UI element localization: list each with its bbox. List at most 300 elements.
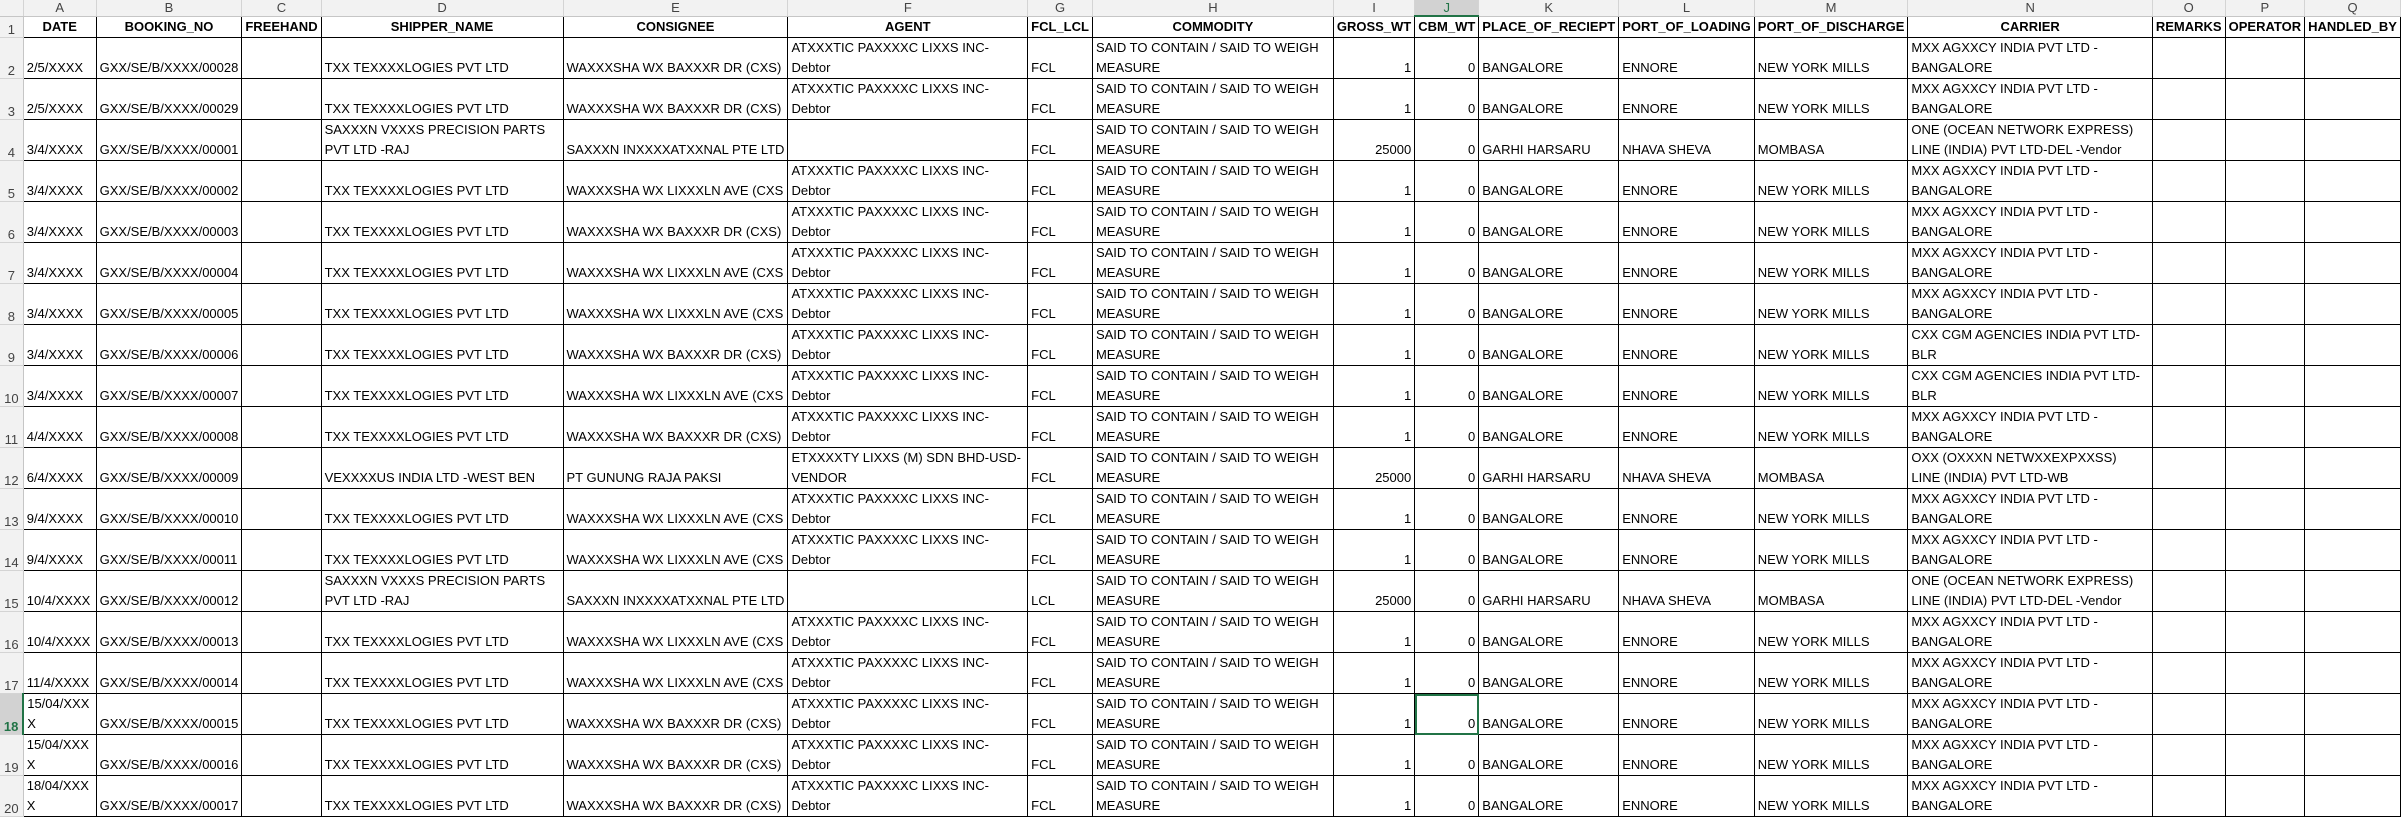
cell-shipper-name[interactable]: TXX TEXXXXLOGIES PVT LTD <box>321 489 563 530</box>
cell-handled-by[interactable] <box>2305 612 2401 653</box>
cell-gross-wt[interactable]: 1 <box>1333 202 1414 243</box>
header-cell-shipper-name[interactable]: SHIPPER_NAME <box>321 16 563 38</box>
cell-agent[interactable]: ATXXXTIC PAXXXXC LIXXS INC- Debtor <box>788 694 1028 735</box>
cell-operator[interactable] <box>2225 448 2304 489</box>
cell-place-of-reciept[interactable]: BANGALORE <box>1479 202 1619 243</box>
row-number[interactable]: 4 <box>0 120 23 161</box>
cell-operator[interactable] <box>2225 284 2304 325</box>
header-cell-operator[interactable]: OPERATOR <box>2225 16 2304 38</box>
cell-commodity[interactable]: SAID TO CONTAIN / SAID TO WEIGH MEASURE <box>1092 653 1333 694</box>
cell-carrier[interactable]: MXX AGXXCY INDIA PVT LTD - BANGALORE <box>1908 530 2152 571</box>
column-header-g[interactable]: G <box>1028 0 1093 16</box>
cell-date[interactable]: 2/5/XXXX <box>23 79 96 120</box>
cell-agent[interactable]: ATXXXTIC PAXXXXC LIXXS INC- Debtor <box>788 325 1028 366</box>
cell-cbm-wt[interactable]: 0 <box>1415 284 1479 325</box>
cell-date[interactable]: 2/5/XXXX <box>23 38 96 79</box>
cell-operator[interactable] <box>2225 489 2304 530</box>
cell-port-of-loading[interactable]: ENNORE <box>1619 243 1755 284</box>
cell-date[interactable]: 15/04/XXXX <box>23 735 96 776</box>
cell-port-of-loading[interactable]: ENNORE <box>1619 38 1755 79</box>
cell-port-of-discharge[interactable]: NEW YORK MILLS <box>1754 489 1908 530</box>
cell-port-of-loading[interactable]: NHAVA SHEVA <box>1619 120 1755 161</box>
cell-place-of-reciept[interactable]: GARHI HARSARU <box>1479 448 1619 489</box>
cell-port-of-loading[interactable]: ENNORE <box>1619 489 1755 530</box>
cell-freehand[interactable] <box>242 366 321 407</box>
cell-place-of-reciept[interactable]: BANGALORE <box>1479 366 1619 407</box>
cell-shipper-name[interactable]: TXX TEXXXXLOGIES PVT LTD <box>321 202 563 243</box>
cell-remarks[interactable] <box>2152 243 2225 284</box>
cell-port-of-loading[interactable]: NHAVA SHEVA <box>1619 448 1755 489</box>
cell-consignee[interactable]: SAXXXN INXXXXATXXNAL PTE LTD <box>563 120 788 161</box>
cell-gross-wt[interactable]: 1 <box>1333 38 1414 79</box>
cell-cbm-wt[interactable]: 0 <box>1415 325 1479 366</box>
cell-place-of-reciept[interactable]: BANGALORE <box>1479 776 1619 817</box>
cell-fcl-lcl[interactable]: FCL <box>1028 79 1093 120</box>
cell-place-of-reciept[interactable]: BANGALORE <box>1479 694 1619 735</box>
cell-agent[interactable]: ATXXXTIC PAXXXXC LIXXS INC- Debtor <box>788 202 1028 243</box>
cell-remarks[interactable] <box>2152 448 2225 489</box>
cell-port-of-discharge[interactable]: NEW YORK MILLS <box>1754 612 1908 653</box>
cell-freehand[interactable] <box>242 202 321 243</box>
cell-shipper-name[interactable]: SAXXXN VXXXS PRECISION PARTS PVT LTD -RAJ <box>321 120 563 161</box>
cell-date[interactable]: 10/4/XXXX <box>23 571 96 612</box>
cell-port-of-discharge[interactable]: NEW YORK MILLS <box>1754 694 1908 735</box>
cell-consignee[interactable]: WAXXXSHA WX LIXXXLN AVE (CXS <box>563 243 788 284</box>
cell-handled-by[interactable] <box>2305 489 2401 530</box>
cell-handled-by[interactable] <box>2305 325 2401 366</box>
cell-fcl-lcl[interactable]: FCL <box>1028 161 1093 202</box>
cell-cbm-wt[interactable]: 0 <box>1415 776 1479 817</box>
row-number[interactable]: 9 <box>0 325 23 366</box>
row-number[interactable]: 11 <box>0 407 23 448</box>
cell-booking-no[interactable]: GXX/SE/B/XXXX/00012 <box>96 571 242 612</box>
cell-fcl-lcl[interactable]: FCL <box>1028 325 1093 366</box>
cell-consignee[interactable]: SAXXXN INXXXXATXXNAL PTE LTD <box>563 571 788 612</box>
cell-port-of-discharge[interactable]: NEW YORK MILLS <box>1754 38 1908 79</box>
cell-agent[interactable]: ETXXXXTY LIXXS (M) SDN BHD-USD-VENDOR <box>788 448 1028 489</box>
cell-agent[interactable]: ATXXXTIC PAXXXXC LIXXS INC- Debtor <box>788 161 1028 202</box>
cell-booking-no[interactable]: GXX/SE/B/XXXX/00011 <box>96 530 242 571</box>
cell-shipper-name[interactable]: TXX TEXXXXLOGIES PVT LTD <box>321 325 563 366</box>
cell-freehand[interactable] <box>242 530 321 571</box>
cell-date[interactable]: 9/4/XXXX <box>23 489 96 530</box>
column-header-m[interactable]: M <box>1754 0 1908 16</box>
column-header-p[interactable]: P <box>2225 0 2304 16</box>
cell-commodity[interactable]: SAID TO CONTAIN / SAID TO WEIGH MEASURE <box>1092 530 1333 571</box>
cell-port-of-loading[interactable]: ENNORE <box>1619 694 1755 735</box>
cell-remarks[interactable] <box>2152 79 2225 120</box>
cell-agent[interactable]: ATXXXTIC PAXXXXC LIXXS INC- Debtor <box>788 735 1028 776</box>
cell-operator[interactable] <box>2225 530 2304 571</box>
cell-carrier[interactable]: MXX AGXXCY INDIA PVT LTD - BANGALORE <box>1908 407 2152 448</box>
cell-handled-by[interactable] <box>2305 202 2401 243</box>
cell-remarks[interactable] <box>2152 735 2225 776</box>
cell-date[interactable]: 3/4/XXXX <box>23 161 96 202</box>
cell-gross-wt[interactable]: 1 <box>1333 530 1414 571</box>
cell-shipper-name[interactable]: SAXXXN VXXXS PRECISION PARTS PVT LTD -RAJ <box>321 571 563 612</box>
column-header-o[interactable]: O <box>2152 0 2225 16</box>
cell-port-of-loading[interactable]: ENNORE <box>1619 530 1755 571</box>
cell-operator[interactable] <box>2225 571 2304 612</box>
cell-port-of-loading[interactable]: ENNORE <box>1619 735 1755 776</box>
cell-port-of-loading[interactable]: ENNORE <box>1619 202 1755 243</box>
cell-gross-wt[interactable]: 25000 <box>1333 448 1414 489</box>
cell-freehand[interactable] <box>242 489 321 530</box>
cell-remarks[interactable] <box>2152 653 2225 694</box>
row-number[interactable]: 18 <box>0 694 23 735</box>
cell-operator[interactable] <box>2225 79 2304 120</box>
cell-booking-no[interactable]: GXX/SE/B/XXXX/00013 <box>96 612 242 653</box>
header-cell-freehand[interactable]: FREEHAND <box>242 16 321 38</box>
cell-fcl-lcl[interactable]: FCL <box>1028 694 1093 735</box>
column-header-f[interactable]: F <box>788 0 1028 16</box>
cell-consignee[interactable]: WAXXXSHA WX LIXXXLN AVE (CXS <box>563 366 788 407</box>
cell-handled-by[interactable] <box>2305 38 2401 79</box>
cell-place-of-reciept[interactable]: BANGALORE <box>1479 530 1619 571</box>
cell-carrier[interactable]: ONE (OCEAN NETWORK EXPRESS) LINE (INDIA) PVT LTD-DEL -Vendor <box>1908 571 2152 612</box>
cell-agent[interactable]: ATXXXTIC PAXXXXC LIXXS INC- Debtor <box>788 79 1028 120</box>
cell-freehand[interactable] <box>242 694 321 735</box>
cell-port-of-discharge[interactable]: NEW YORK MILLS <box>1754 653 1908 694</box>
cell-operator[interactable] <box>2225 202 2304 243</box>
cell-place-of-reciept[interactable]: BANGALORE <box>1479 612 1619 653</box>
cell-port-of-loading[interactable]: ENNORE <box>1619 79 1755 120</box>
cell-gross-wt[interactable]: 1 <box>1333 489 1414 530</box>
cell-cbm-wt[interactable]: 0 <box>1415 612 1479 653</box>
column-header-i[interactable]: I <box>1333 0 1414 16</box>
cell-booking-no[interactable]: GXX/SE/B/XXXX/00014 <box>96 653 242 694</box>
cell-port-of-discharge[interactable]: NEW YORK MILLS <box>1754 530 1908 571</box>
cell-handled-by[interactable] <box>2305 79 2401 120</box>
cell-place-of-reciept[interactable]: BANGALORE <box>1479 243 1619 284</box>
header-cell-port-of-discharge[interactable]: PORT_OF_DISCHARGE <box>1754 16 1908 38</box>
header-cell-commodity[interactable]: COMMODITY <box>1092 16 1333 38</box>
cell-carrier[interactable]: MXX AGXXCY INDIA PVT LTD - BANGALORE <box>1908 38 2152 79</box>
cell-booking-no[interactable]: GXX/SE/B/XXXX/00005 <box>96 284 242 325</box>
cell-date[interactable]: 18/04/XXXX <box>23 776 96 817</box>
cell-commodity[interactable]: SAID TO CONTAIN / SAID TO WEIGH MEASURE <box>1092 161 1333 202</box>
cell-place-of-reciept[interactable]: BANGALORE <box>1479 79 1619 120</box>
cell-handled-by[interactable] <box>2305 653 2401 694</box>
cell-fcl-lcl[interactable]: FCL <box>1028 735 1093 776</box>
cell-place-of-reciept[interactable]: BANGALORE <box>1479 735 1619 776</box>
cell-freehand[interactable] <box>242 161 321 202</box>
cell-agent[interactable]: ATXXXTIC PAXXXXC LIXXS INC- Debtor <box>788 407 1028 448</box>
cell-place-of-reciept[interactable]: BANGALORE <box>1479 161 1619 202</box>
row-number[interactable]: 5 <box>0 161 23 202</box>
row-number[interactable]: 1 <box>0 16 23 38</box>
cell-place-of-reciept[interactable]: GARHI HARSARU <box>1479 120 1619 161</box>
cell-date[interactable]: 11/4/XXXX <box>23 653 96 694</box>
cell-port-of-discharge[interactable]: NEW YORK MILLS <box>1754 735 1908 776</box>
cell-operator[interactable] <box>2225 366 2304 407</box>
select-all-corner[interactable] <box>0 0 23 16</box>
cell-freehand[interactable] <box>242 448 321 489</box>
cell-shipper-name[interactable]: TXX TEXXXXLOGIES PVT LTD <box>321 653 563 694</box>
header-cell-place-of-reciept[interactable]: PLACE_OF_RECIEPT <box>1479 16 1619 38</box>
cell-commodity[interactable]: SAID TO CONTAIN / SAID TO WEIGH MEASURE <box>1092 776 1333 817</box>
cell-handled-by[interactable] <box>2305 366 2401 407</box>
cell-port-of-loading[interactable]: ENNORE <box>1619 284 1755 325</box>
cell-port-of-loading[interactable]: ENNORE <box>1619 366 1755 407</box>
cell-agent[interactable]: ATXXXTIC PAXXXXC LIXXS INC- Debtor <box>788 776 1028 817</box>
cell-gross-wt[interactable]: 1 <box>1333 694 1414 735</box>
cell-remarks[interactable] <box>2152 407 2225 448</box>
cell-port-of-loading[interactable]: ENNORE <box>1619 161 1755 202</box>
cell-gross-wt[interactable]: 1 <box>1333 325 1414 366</box>
column-header-q[interactable]: Q <box>2305 0 2401 16</box>
cell-handled-by[interactable] <box>2305 571 2401 612</box>
column-header-b[interactable]: B <box>96 0 242 16</box>
cell-cbm-wt[interactable]: 0 <box>1415 366 1479 407</box>
header-cell-remarks[interactable]: REMARKS <box>2152 16 2225 38</box>
cell-carrier[interactable]: MXX AGXXCY INDIA PVT LTD - BANGALORE <box>1908 694 2152 735</box>
cell-consignee[interactable]: WAXXXSHA WX BAXXXR DR (CXS) <box>563 325 788 366</box>
cell-cbm-wt[interactable]: 0 <box>1415 161 1479 202</box>
cell-shipper-name[interactable]: TXX TEXXXXLOGIES PVT LTD <box>321 407 563 448</box>
cell-agent[interactable] <box>788 120 1028 161</box>
cell-gross-wt[interactable]: 1 <box>1333 776 1414 817</box>
cell-cbm-wt[interactable]: 0 <box>1415 489 1479 530</box>
cell-operator[interactable] <box>2225 38 2304 79</box>
cell-shipper-name[interactable]: TXX TEXXXXLOGIES PVT LTD <box>321 366 563 407</box>
cell-commodity[interactable]: SAID TO CONTAIN / SAID TO WEIGH MEASURE <box>1092 612 1333 653</box>
cell-freehand[interactable] <box>242 612 321 653</box>
cell-shipper-name[interactable]: TXX TEXXXXLOGIES PVT LTD <box>321 79 563 120</box>
cell-commodity[interactable]: SAID TO CONTAIN / SAID TO WEIGH MEASURE <box>1092 243 1333 284</box>
column-header-k[interactable]: K <box>1479 0 1619 16</box>
cell-remarks[interactable] <box>2152 38 2225 79</box>
header-cell-consignee[interactable]: CONSIGNEE <box>563 16 788 38</box>
cell-carrier[interactable]: MXX AGXXCY INDIA PVT LTD - BANGALORE <box>1908 161 2152 202</box>
cell-operator[interactable] <box>2225 243 2304 284</box>
cell-port-of-loading[interactable]: ENNORE <box>1619 653 1755 694</box>
cell-gross-wt[interactable]: 1 <box>1333 366 1414 407</box>
cell-fcl-lcl[interactable]: FCL <box>1028 530 1093 571</box>
column-header-a[interactable]: A <box>23 0 96 16</box>
cell-freehand[interactable] <box>242 79 321 120</box>
cell-operator[interactable] <box>2225 735 2304 776</box>
cell-remarks[interactable] <box>2152 530 2225 571</box>
cell-commodity[interactable]: SAID TO CONTAIN / SAID TO WEIGH MEASURE <box>1092 735 1333 776</box>
cell-port-of-discharge[interactable]: NEW YORK MILLS <box>1754 202 1908 243</box>
cell-shipper-name[interactable]: TXX TEXXXXLOGIES PVT LTD <box>321 243 563 284</box>
cell-booking-no[interactable]: GXX/SE/B/XXXX/00007 <box>96 366 242 407</box>
cell-commodity[interactable]: SAID TO CONTAIN / SAID TO WEIGH MEASURE <box>1092 325 1333 366</box>
cell-consignee[interactable]: WAXXXSHA WX LIXXXLN AVE (CXS <box>563 612 788 653</box>
cell-date[interactable]: 3/4/XXXX <box>23 120 96 161</box>
cell-commodity[interactable]: SAID TO CONTAIN / SAID TO WEIGH MEASURE <box>1092 202 1333 243</box>
header-cell-port-of-loading[interactable]: PORT_OF_LOADING <box>1619 16 1755 38</box>
cell-port-of-discharge[interactable]: NEW YORK MILLS <box>1754 284 1908 325</box>
cell-consignee[interactable]: WAXXXSHA WX LIXXXLN AVE (CXS <box>563 284 788 325</box>
cell-fcl-lcl[interactable]: FCL <box>1028 38 1093 79</box>
cell-cbm-wt[interactable]: 0 <box>1415 694 1479 735</box>
cell-remarks[interactable] <box>2152 202 2225 243</box>
cell-consignee[interactable]: WAXXXSHA WX LIXXXLN AVE (CXS <box>563 161 788 202</box>
header-cell-agent[interactable]: AGENT <box>788 16 1028 38</box>
cell-fcl-lcl[interactable]: FCL <box>1028 407 1093 448</box>
cell-remarks[interactable] <box>2152 161 2225 202</box>
row-number[interactable]: 15 <box>0 571 23 612</box>
cell-gross-wt[interactable]: 1 <box>1333 284 1414 325</box>
cell-cbm-wt[interactable]: 0 <box>1415 530 1479 571</box>
cell-consignee[interactable]: WAXXXSHA WX BAXXXR DR (CXS) <box>563 79 788 120</box>
row-number[interactable]: 2 <box>0 38 23 79</box>
cell-consignee[interactable]: WAXXXSHA WX BAXXXR DR (CXS) <box>563 407 788 448</box>
cell-gross-wt[interactable]: 1 <box>1333 79 1414 120</box>
cell-port-of-discharge[interactable]: NEW YORK MILLS <box>1754 325 1908 366</box>
cell-port-of-loading[interactable]: ENNORE <box>1619 325 1755 366</box>
cell-date[interactable]: 4/4/XXXX <box>23 407 96 448</box>
cell-agent[interactable]: ATXXXTIC PAXXXXC LIXXS INC- Debtor <box>788 530 1028 571</box>
cell-place-of-reciept[interactable]: BANGALORE <box>1479 407 1619 448</box>
cell-operator[interactable] <box>2225 407 2304 448</box>
cell-booking-no[interactable]: GXX/SE/B/XXXX/00009 <box>96 448 242 489</box>
cell-port-of-discharge[interactable]: NEW YORK MILLS <box>1754 776 1908 817</box>
cell-date[interactable]: 3/4/XXXX <box>23 366 96 407</box>
cell-handled-by[interactable] <box>2305 161 2401 202</box>
cell-shipper-name[interactable]: TXX TEXXXXLOGIES PVT LTD <box>321 38 563 79</box>
cell-consignee[interactable]: WAXXXSHA WX BAXXXR DR (CXS) <box>563 776 788 817</box>
header-cell-handled-by[interactable]: HANDLED_BY <box>2305 16 2401 38</box>
row-number[interactable]: 8 <box>0 284 23 325</box>
cell-remarks[interactable] <box>2152 366 2225 407</box>
cell-handled-by[interactable] <box>2305 530 2401 571</box>
cell-gross-wt[interactable]: 1 <box>1333 735 1414 776</box>
cell-commodity[interactable]: SAID TO CONTAIN / SAID TO WEIGH MEASURE <box>1092 120 1333 161</box>
cell-remarks[interactable] <box>2152 489 2225 530</box>
cell-shipper-name[interactable]: TXX TEXXXXLOGIES PVT LTD <box>321 612 563 653</box>
cell-cbm-wt[interactable]: 0 <box>1415 653 1479 694</box>
cell-port-of-discharge[interactable]: MOMBASA <box>1754 571 1908 612</box>
cell-freehand[interactable] <box>242 776 321 817</box>
cell-handled-by[interactable] <box>2305 735 2401 776</box>
cell-gross-wt[interactable]: 25000 <box>1333 120 1414 161</box>
cell-port-of-discharge[interactable]: NEW YORK MILLS <box>1754 407 1908 448</box>
cell-handled-by[interactable] <box>2305 407 2401 448</box>
cell-carrier[interactable]: MXX AGXXCY INDIA PVT LTD - BANGALORE <box>1908 202 2152 243</box>
row-number[interactable]: 6 <box>0 202 23 243</box>
column-header-n[interactable]: N <box>1908 0 2152 16</box>
cell-consignee[interactable]: WAXXXSHA WX BAXXXR DR (CXS) <box>563 38 788 79</box>
cell-operator[interactable] <box>2225 120 2304 161</box>
cell-commodity[interactable]: SAID TO CONTAIN / SAID TO WEIGH MEASURE <box>1092 79 1333 120</box>
cell-consignee[interactable]: WAXXXSHA WX LIXXXLN AVE (CXS <box>563 489 788 530</box>
cell-handled-by[interactable] <box>2305 776 2401 817</box>
row-number[interactable]: 10 <box>0 366 23 407</box>
cell-commodity[interactable]: SAID TO CONTAIN / SAID TO WEIGH MEASURE <box>1092 366 1333 407</box>
cell-remarks[interactable] <box>2152 284 2225 325</box>
cell-freehand[interactable] <box>242 325 321 366</box>
cell-gross-wt[interactable]: 1 <box>1333 653 1414 694</box>
cell-commodity[interactable]: SAID TO CONTAIN / SAID TO WEIGH MEASURE <box>1092 284 1333 325</box>
cell-carrier[interactable]: MXX AGXXCY INDIA PVT LTD - BANGALORE <box>1908 284 2152 325</box>
cell-carrier[interactable]: MXX AGXXCY INDIA PVT LTD - BANGALORE <box>1908 489 2152 530</box>
row-number[interactable]: 16 <box>0 612 23 653</box>
cell-operator[interactable] <box>2225 612 2304 653</box>
cell-port-of-loading[interactable]: ENNORE <box>1619 407 1755 448</box>
cell-port-of-discharge[interactable]: MOMBASA <box>1754 448 1908 489</box>
cell-carrier[interactable]: MXX AGXXCY INDIA PVT LTD - BANGALORE <box>1908 612 2152 653</box>
cell-handled-by[interactable] <box>2305 448 2401 489</box>
cell-carrier[interactable]: MXX AGXXCY INDIA PVT LTD - BANGALORE <box>1908 735 2152 776</box>
cell-port-of-loading[interactable]: NHAVA SHEVA <box>1619 571 1755 612</box>
cell-freehand[interactable] <box>242 407 321 448</box>
row-number[interactable]: 19 <box>0 735 23 776</box>
cell-shipper-name[interactable]: VEXXXXUS INDIA LTD -WEST BEN <box>321 448 563 489</box>
cell-port-of-discharge[interactable]: NEW YORK MILLS <box>1754 161 1908 202</box>
cell-shipper-name[interactable]: TXX TEXXXXLOGIES PVT LTD <box>321 284 563 325</box>
cell-booking-no[interactable]: GXX/SE/B/XXXX/00001 <box>96 120 242 161</box>
cell-remarks[interactable] <box>2152 325 2225 366</box>
cell-consignee[interactable]: WAXXXSHA WX BAXXXR DR (CXS) <box>563 202 788 243</box>
cell-fcl-lcl[interactable]: FCL <box>1028 448 1093 489</box>
cell-carrier[interactable]: MXX AGXXCY INDIA PVT LTD - BANGALORE <box>1908 776 2152 817</box>
cell-freehand[interactable] <box>242 243 321 284</box>
cell-freehand[interactable] <box>242 284 321 325</box>
cell-cbm-wt[interactable]: 0 <box>1415 571 1479 612</box>
cell-date[interactable]: 3/4/XXXX <box>23 202 96 243</box>
cell-remarks[interactable] <box>2152 120 2225 161</box>
cell-place-of-reciept[interactable]: BANGALORE <box>1479 653 1619 694</box>
header-cell-fcl-lcl[interactable]: FCL_LCL <box>1028 16 1093 38</box>
cell-cbm-wt[interactable]: 0 <box>1415 79 1479 120</box>
cell-fcl-lcl[interactable]: FCL <box>1028 243 1093 284</box>
cell-date[interactable]: 3/4/XXXX <box>23 284 96 325</box>
cell-place-of-reciept[interactable]: BANGALORE <box>1479 489 1619 530</box>
cell-commodity[interactable]: SAID TO CONTAIN / SAID TO WEIGH MEASURE <box>1092 694 1333 735</box>
cell-fcl-lcl[interactable]: FCL <box>1028 284 1093 325</box>
column-header-h[interactable]: H <box>1092 0 1333 16</box>
cell-booking-no[interactable]: GXX/SE/B/XXXX/00017 <box>96 776 242 817</box>
column-header-c[interactable]: C <box>242 0 321 16</box>
cell-booking-no[interactable]: GXX/SE/B/XXXX/00006 <box>96 325 242 366</box>
cell-date[interactable]: 10/4/XXXX <box>23 612 96 653</box>
cell-fcl-lcl[interactable]: FCL <box>1028 202 1093 243</box>
cell-shipper-name[interactable]: TXX TEXXXXLOGIES PVT LTD <box>321 735 563 776</box>
cell-handled-by[interactable] <box>2305 284 2401 325</box>
row-number[interactable]: 20 <box>0 776 23 817</box>
cell-carrier[interactable]: ONE (OCEAN NETWORK EXPRESS) LINE (INDIA) PVT LTD-DEL -Vendor <box>1908 120 2152 161</box>
cell-freehand[interactable] <box>242 735 321 776</box>
cell-fcl-lcl[interactable]: FCL <box>1028 612 1093 653</box>
cell-gross-wt[interactable]: 25000 <box>1333 571 1414 612</box>
cell-place-of-reciept[interactable]: GARHI HARSARU <box>1479 571 1619 612</box>
cell-agent[interactable]: ATXXXTIC PAXXXXC LIXXS INC- Debtor <box>788 38 1028 79</box>
cell-gross-wt[interactable]: 1 <box>1333 161 1414 202</box>
row-number[interactable]: 13 <box>0 489 23 530</box>
cell-handled-by[interactable] <box>2305 120 2401 161</box>
cell-consignee[interactable]: WAXXXSHA WX LIXXXLN AVE (CXS <box>563 530 788 571</box>
header-cell-gross-wt[interactable]: GROSS_WT <box>1333 16 1414 38</box>
cell-cbm-wt[interactable]: 0 <box>1415 448 1479 489</box>
cell-fcl-lcl[interactable]: LCL <box>1028 571 1093 612</box>
column-header-j[interactable]: J <box>1415 0 1479 16</box>
header-cell-carrier[interactable]: CARRIER <box>1908 16 2152 38</box>
cell-commodity[interactable]: SAID TO CONTAIN / SAID TO WEIGH MEASURE <box>1092 571 1333 612</box>
cell-gross-wt[interactable]: 1 <box>1333 243 1414 284</box>
row-number[interactable]: 12 <box>0 448 23 489</box>
cell-gross-wt[interactable]: 1 <box>1333 612 1414 653</box>
cell-freehand[interactable] <box>242 653 321 694</box>
cell-date[interactable]: 9/4/XXXX <box>23 530 96 571</box>
cell-fcl-lcl[interactable]: FCL <box>1028 653 1093 694</box>
row-number[interactable]: 14 <box>0 530 23 571</box>
cell-booking-no[interactable]: GXX/SE/B/XXXX/00028 <box>96 38 242 79</box>
cell-gross-wt[interactable]: 1 <box>1333 407 1414 448</box>
cell-port-of-loading[interactable]: ENNORE <box>1619 612 1755 653</box>
